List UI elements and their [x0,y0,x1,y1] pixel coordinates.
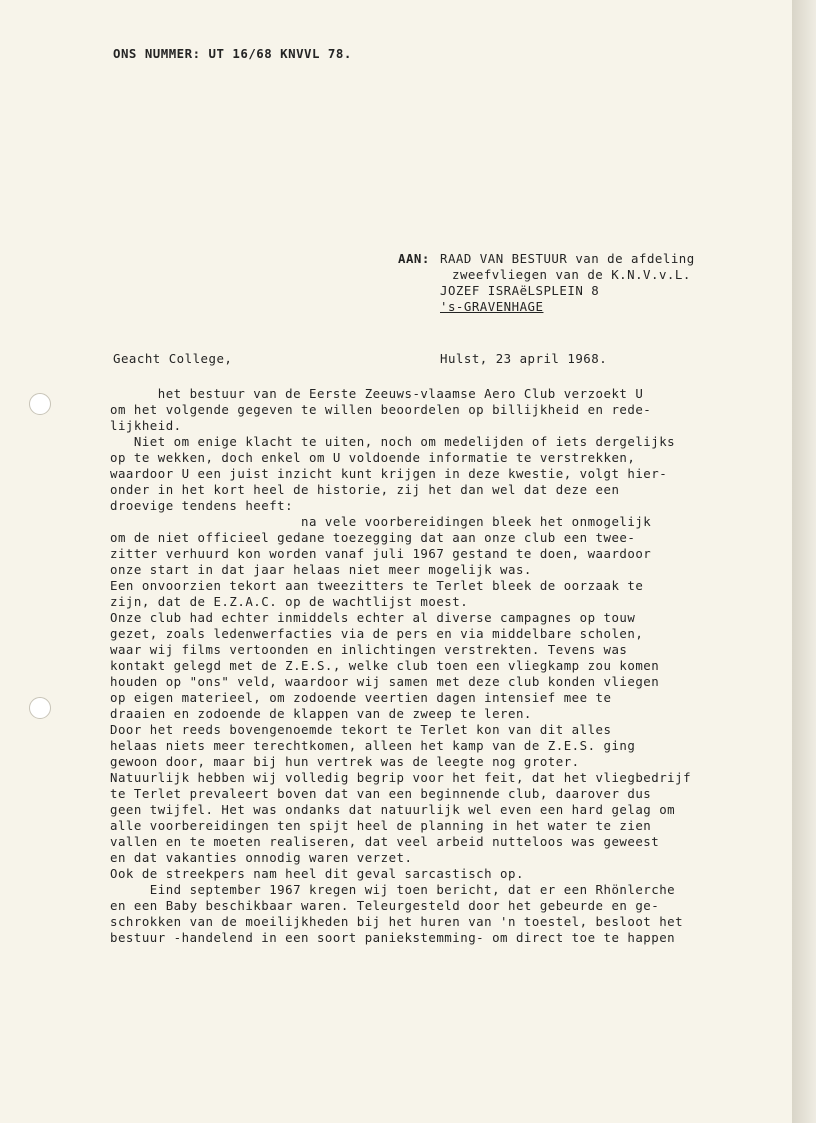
punch-hole-lower [29,697,51,719]
address-line: 's-GRAVENHAGE [440,299,544,314]
body-line: waardoor U een juist inzicht kunt krijgen in deze kwestie, volgt hier- [110,466,668,481]
body-line: het bestuur van de Eerste Zeeuws-vlaamse Aero Club verzoekt U [110,386,644,401]
body-line: gezet, zoals ledenwerfacties via de pers en via middelbare scholen, [110,626,644,641]
body-line: en dat vakanties onnodig waren verzet. [110,850,413,865]
body-line: lijkheid. [110,418,182,433]
body-line: om de niet officieel gedane toezegging dat aan onze club een twee- [110,530,636,545]
address-prefix: AAN: [398,251,430,266]
body-line: en een Baby beschikbaar waren. Teleurgesteld door het gebeurde en ge- [110,898,660,913]
salutation: Geacht College, [113,351,233,366]
address-line: JOZEF ISRAëLSPLEIN 8 [440,283,600,298]
body-line: op eigen materieel, om zodoende veertien dagen intensief mee te [110,690,612,705]
body-line: houden op "ons" veld, waardoor wij samen met deze club konden vliegen [110,674,660,689]
body-line: Niet om enige klacht te uiten, noch om medelijden of iets dergelijks [110,434,676,449]
body-line: Onze club had echter inmiddels echter al diverse campagnes op touw [110,610,636,625]
body-line: Een onvoorzien tekort aan tweezitters te Terlet bleek de oorzaak te [110,578,644,593]
address-line: RAAD VAN BESTUUR van de afdeling [440,251,695,266]
body-line: onder in het kort heel de historie, zij het dan wel dat deze een [110,482,620,497]
body-line: Ook de streekpers nam heel dit geval sarcastisch op. [110,866,524,881]
body-line: draaien en zodoende de klappen van de zweep te leren. [110,706,532,721]
body-line: om het volgende gegeven te willen beoordelen op billijkheid en rede- [110,402,652,417]
body-line: zijn, dat de E.Z.A.C. op de wachtlijst moest. [110,594,469,609]
body-line: bestuur -handelend in een soort paniekstemming- om direct toe te happen [110,930,676,945]
body-line: gewoon door, maar bij hun vertrek was de leegte nog groter. [110,754,580,769]
body-line: zitter verhuurd kon worden vanaf juli 1967 gestand te doen, waardoor [110,546,652,561]
body-line: op te wekken, doch enkel om U voldoende informatie te verstrekken, [110,450,636,465]
address-line: zweefvliegen van de K.N.V.v.L. [452,267,691,282]
body-line: alle voorbereidingen ten spijt heel de planning in het water te zien [110,818,652,833]
body-line: Natuurlijk hebben wij volledig begrip voor het feit, dat het vliegbedrijf [110,770,692,785]
body-line: vallen en te moeten realiseren, dat veel arbeid nutteloos was geweest [110,834,660,849]
body-line: kontakt gelegd met de Z.E.S., welke club toen een vliegkamp zou komen [110,658,660,673]
body-line: onze start in dat jaar helaas niet meer mogelijk was. [110,562,532,577]
body-line: Door het reeds bovengenoemde tekort te Terlet kon van dit alles [110,722,612,737]
place-date: Hulst, 23 april 1968. [440,351,608,366]
body-line: te Terlet prevaleert boven dat van een beginnende club, daarover dus [110,786,652,801]
punch-hole-upper [29,393,51,415]
body-line: geen twijfel. Het was ondanks dat natuurlijk wel even een hard gelag om [110,802,676,817]
body-line: droevige tendens heeft: [110,498,294,513]
body-line: Eind september 1967 kregen wij toen bericht, dat er een Rhönlerche [110,882,676,897]
body-line: helaas niets meer terechtkomen, alleen het kamp van de Z.E.S. ging [110,738,636,753]
letter-body [110,386,691,946]
page-edge [792,0,816,1123]
reference-number: ONS NUMMER: UT 16/68 KNVVL 78. [113,46,352,61]
body-line: waar wij films vertoonden en inlichtingen verstrekten. Tevens was [110,642,628,657]
body-line: na vele voorbereidingen bleek het onmogelijk [110,514,652,529]
body-line: schrokken van de moeilijkheden bij het huren van 'n toestel, besloot het [110,914,684,929]
